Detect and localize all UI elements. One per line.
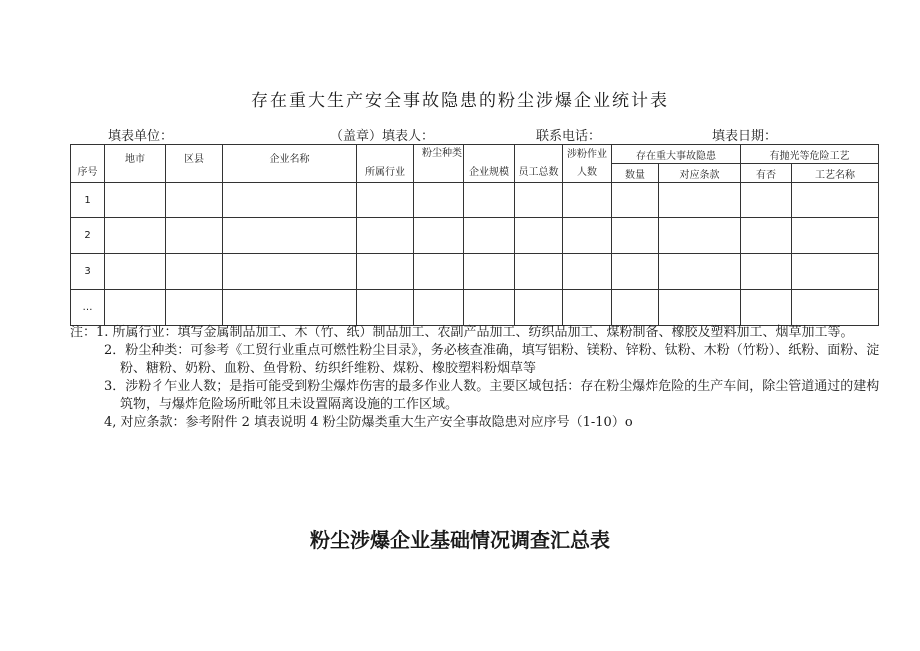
row-number: 1 <box>71 183 105 218</box>
row-number: … <box>71 290 105 326</box>
notes-section <box>70 324 882 432</box>
header-company: 企业名称 <box>223 145 357 183</box>
note-industry: 注：1. 所属行业：填写金属制品加工、木（竹、纸）制品加工、农副产品加工、纺织品加工、煤粉制备、橡胶及塑料加工、烟草加工等。 <box>70 325 854 340</box>
table-row <box>71 218 879 254</box>
note-dust-workers: 3．涉粉彳乍业人数；是指可能受到粉尘爆炸伤害的最多作业人数。主要区域包括：存在粉尘爆炸危险的生产车间，除尘管道通过的建构筑物，与爆炸危险场所毗邻且未设置隔离设施的工作区域。 <box>104 379 880 412</box>
header-city: 地市 <box>105 145 166 183</box>
row-number: 3 <box>71 254 105 290</box>
summary-table-title: 粉尘涉爆企业基础情况调查汇总表 <box>310 528 610 552</box>
header-county: 区县 <box>166 145 223 183</box>
header-hazard-clause: 对应条款 <box>659 164 741 183</box>
table-row <box>71 183 879 218</box>
statistics-table <box>70 144 879 326</box>
phone-label: 联系电话： <box>536 129 602 144</box>
header-major-hazard: 存在重大事故隐患 <box>612 145 741 164</box>
header-polishing-process: 有抛光等危险工艺 <box>741 145 879 164</box>
fill-unit-label: 填表单位： <box>108 129 174 144</box>
header-dust-type: 粉尘种类 <box>414 145 464 183</box>
header-staff: 员工总数 <box>515 145 563 183</box>
header-polish-name: 工艺名称 <box>792 164 879 183</box>
header-dust-workers: 涉粉作业人数 <box>563 145 612 183</box>
header-hazard-count: 数量 <box>612 164 659 183</box>
header-seq: 序号 <box>71 145 105 183</box>
note-clauses: 4, 对应条款：参考附件 2 填表说明 4 粉尘防爆类重大生产安全事故隐患对应序号（1-10）o <box>104 415 633 430</box>
table-row <box>71 254 879 290</box>
note-dust-type: 2．粉尘种类：可参考《工贸行业重点可燃性粉尘目录》，务必核查准确，填写铝粉、镁粉、锌粉、钛粉、木粉（竹粉）、纸粉、面粉、淀粉、糖粉、奶粉、血粉、鱼骨粉、纺织纤维粉、煤粉、橡胶塑料粉烟草等 <box>104 343 880 376</box>
header-scale: 企业规模 <box>464 145 515 183</box>
table-row <box>71 290 879 326</box>
form-title: 存在重大生产安全事故隐患的粉尘涉爆企业统计表 <box>251 91 669 111</box>
row-number: 2 <box>71 218 105 254</box>
header-polish-has: 有否 <box>741 164 792 183</box>
fill-date-label: 填表日期： <box>712 129 778 144</box>
seal-filler-label: （盖章）填表人： <box>330 129 435 144</box>
header-industry: 所属行业 <box>357 145 414 183</box>
